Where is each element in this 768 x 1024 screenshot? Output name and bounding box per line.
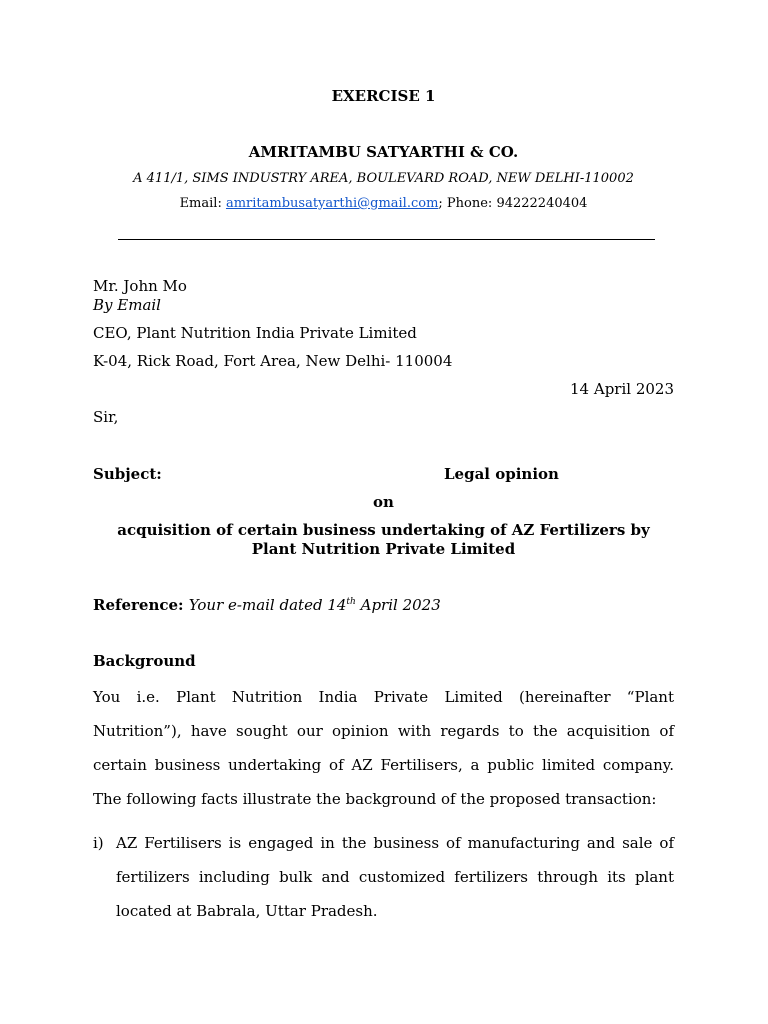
- reference-label: Reference:: [93, 596, 189, 614]
- subject-description: acquisition of certain business undertaking of AZ Fertilizers by Plant Nutrition Private Limited: [117, 521, 650, 558]
- reference-text-before: Your e-mail dated 14: [188, 596, 347, 614]
- email-link[interactable]: amritambusatyarthi@gmail.com: [225, 196, 439, 211]
- recipient-designation: CEO, Plant Nutrition India Private Limited: [93, 324, 417, 342]
- letter-date: 14 April 2023: [570, 380, 674, 398]
- firm-address: A 411/1, SIMS INDUSTRY AREA, BOULEVARD ROAD, NEW DELHI-110002: [133, 171, 634, 186]
- firm-contact: [93, 196, 674, 211]
- subject-title: Legal opinion: [444, 465, 559, 483]
- header-divider: [118, 239, 655, 240]
- salutation: Sir,: [93, 408, 119, 426]
- reference-text: [189, 596, 441, 614]
- list-item-marker: i): [93, 834, 104, 852]
- recipient-delivery: By Email: [93, 296, 161, 314]
- phone-text: ; Phone: 94222240404: [438, 196, 588, 211]
- background-heading: Background: [93, 652, 196, 670]
- background-paragraph: You i.e. Plant Nutrition India Private Limited (hereinafter “Plant Nutrition”), have sought our opinion with regards to the acquisition of certain business undertaking of AZ Fertilisers, a public limited company. The following facts illustrate the background of the proposed transaction:: [93, 688, 674, 808]
- exercise-title: EXERCISE 1: [331, 87, 436, 105]
- reference-text-after: April 2023: [355, 596, 441, 614]
- subject-label: Subject:: [93, 465, 162, 483]
- subject-on: on: [373, 493, 394, 511]
- divider-segment: [118, 239, 143, 240]
- divider-segment: [570, 239, 655, 240]
- divider-segment: [395, 239, 570, 240]
- divider-segment: [220, 239, 318, 240]
- list-item-text: AZ Fertilisers is engaged in the business of manufacturing and sale of fertilizers including bulk and customized fertilizers through its plant located at Babrala, Uttar Pradesh.: [116, 834, 674, 920]
- email-label: Email:: [179, 196, 226, 211]
- recipient-address: K-04, Rick Road, Fort Area, New Delhi- 110004: [93, 352, 453, 370]
- recipient-name: Mr. John Mo: [93, 277, 187, 295]
- reference-line: [93, 596, 441, 614]
- firm-name: AMRITAMBU SATYARTHI & CO.: [248, 143, 519, 161]
- reference-superscript: th: [346, 597, 356, 607]
- list-item: [93, 826, 674, 928]
